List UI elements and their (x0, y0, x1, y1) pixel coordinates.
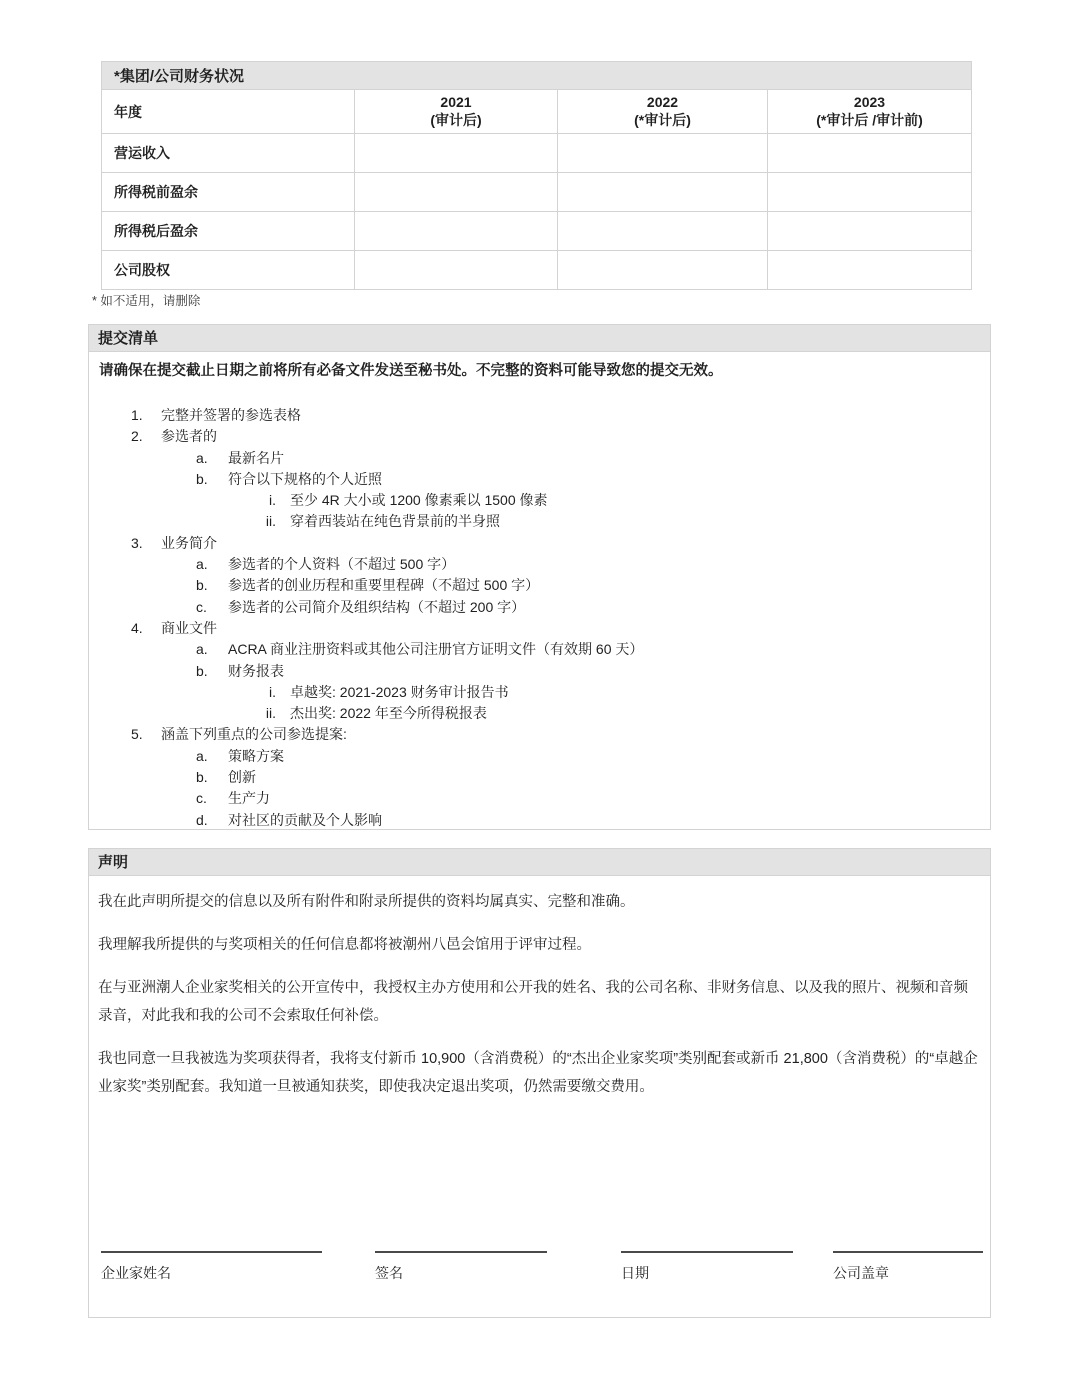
checklist-item (99, 661, 980, 682)
checklist-item-text: 对社区的贡献及个人影响 (228, 811, 382, 828)
checklist-item (99, 639, 980, 660)
checklist-item-text: 符合以下规格的个人近照 (228, 470, 382, 487)
list-marker: a. (196, 747, 208, 764)
checklist-item-text: 参选者的创业历程和重要里程碑（不超过 500 字） (228, 577, 540, 594)
list-marker: b. (196, 470, 208, 487)
year-2023-note: (*审计后 /审计前) (816, 111, 923, 128)
list-marker: d. (196, 811, 208, 828)
financial-input-cell[interactable] (558, 251, 768, 290)
checklist-item (99, 788, 980, 809)
financial-table-title: *集团/公司财务状况 (102, 62, 972, 90)
list-marker: i. (269, 683, 276, 700)
checklist-item-text: 创新 (228, 769, 256, 786)
checklist-item (99, 746, 980, 767)
list-marker: 1. (131, 407, 143, 423)
declaration-paragraph: 我也同意一旦我被选为奖项获得者，我将支付新币 10,900（含消费税）的“杰出企业家奖项”类别配套或新币 21,800（含消费税）的“卓越企业家奖”类别配套。我知道一旦被通知获奖，即使我决定退出奖项，仍然需要缴交费用。 (98, 1051, 978, 1095)
checklist-item (99, 575, 980, 596)
financial-input-cell[interactable] (558, 212, 768, 251)
submission-checklist-section (88, 324, 991, 830)
checklist-item (99, 490, 980, 511)
signature-row (89, 1251, 990, 1297)
signature-label: 企业家姓名 (101, 1265, 171, 1281)
table-row (102, 134, 972, 173)
declaration-paragraph: 在与亚洲潮人企业家奖相关的公开宣传中，我授权主办方使用和公开我的姓名、我的公司名称、非财务信息、以及我的照片、视频和音频录音，对此我和我的公司不会索取任何补偿。 (98, 980, 968, 1024)
checklist-item (99, 682, 980, 703)
year-2022: 2022 (646, 93, 679, 110)
checklist-section-title: 提交清单 (89, 325, 990, 352)
list-marker: a. (196, 556, 208, 573)
checklist-item (99, 533, 980, 554)
signature-label: 公司盖章 (833, 1265, 889, 1281)
declaration-content (89, 876, 990, 1101)
checklist-item-text: 穿着西装站在纯色背景前的半身照 (290, 513, 500, 530)
year-2023: 2023 (853, 93, 886, 110)
financial-input-cell[interactable] (768, 173, 972, 212)
financial-input-cell[interactable] (355, 134, 558, 173)
checklist-item (99, 405, 980, 426)
checklist-item (99, 618, 980, 639)
financial-status-table (101, 61, 972, 290)
signature-field-date[interactable] (621, 1251, 793, 1283)
list-marker: ii. (265, 513, 276, 530)
declaration-paragraph: 我在此声明所提交的信息以及所有附件和附录所提供的资料均属真实、完整和准确。 (98, 894, 635, 910)
signature-label: 日期 (621, 1265, 649, 1281)
checklist-item (99, 469, 980, 490)
column-header-2023 (768, 90, 972, 134)
row-label-profit-after-tax: 所得税后盈余 (102, 212, 355, 251)
year-2021: 2021 (440, 93, 472, 110)
list-marker: b. (196, 769, 208, 786)
column-header-2021 (355, 90, 558, 134)
list-marker: 2. (131, 428, 143, 445)
declaration-paragraph: 我理解我所提供的与奖项相关的任何信息都将被潮州八邑会馆用于评审过程。 (98, 937, 591, 953)
row-label-company-equity: 公司股权 (102, 251, 355, 290)
signature-field-signature[interactable] (375, 1251, 547, 1283)
year-2021-note: (审计后) (430, 111, 482, 128)
row-label-profit-before-tax: 所得税前盈余 (102, 173, 355, 212)
checklist-item (99, 597, 980, 618)
checklist-item-text: 卓越奖: 2021-2023 财务审计报告书 (290, 683, 509, 700)
checklist-item-text: 商业文件 (161, 619, 217, 636)
table-row (102, 173, 972, 212)
table-row (102, 212, 972, 251)
list-marker: b. (196, 662, 208, 679)
checklist-item-text: 业务简介 (161, 534, 217, 551)
declaration-section-title: 声明 (89, 849, 990, 876)
checklist-item-text: 杰出奖: 2022 年至今所得税报表 (290, 705, 487, 722)
checklist-item (99, 554, 980, 575)
financial-input-cell[interactable] (768, 134, 972, 173)
checklist-content (89, 352, 990, 830)
signature-field-company-stamp[interactable] (833, 1251, 983, 1283)
checklist-item (99, 511, 980, 532)
checklist-item (99, 703, 980, 724)
list-marker: 3. (131, 534, 143, 551)
list-marker: ii. (265, 705, 276, 722)
checklist-item (99, 767, 980, 788)
financial-input-cell[interactable] (768, 212, 972, 251)
list-marker: 5. (131, 726, 143, 743)
checklist-item-text: 参选者的 (161, 428, 217, 445)
checklist-item-text: 生产力 (228, 790, 270, 807)
table-row (102, 251, 972, 290)
checklist-item-text: ACRA 商业注册资料或其他公司注册官方证明文件（有效期 60 天） (228, 641, 644, 658)
financial-input-cell[interactable] (768, 251, 972, 290)
list-marker: 4. (131, 619, 143, 636)
financial-input-cell[interactable] (355, 251, 558, 290)
checklist-item-text: 最新名片 (228, 449, 284, 466)
checklist-list (99, 405, 980, 830)
list-marker: i. (269, 492, 276, 509)
checklist-item-text: 涵盖下列重点的公司参选提案: (161, 726, 347, 743)
checklist-item (99, 810, 980, 830)
checklist-item-text: 策略方案 (228, 747, 284, 764)
list-marker: a. (196, 641, 208, 658)
year-2022-note: (*审计后) (634, 111, 691, 128)
signature-field-entrepreneur-name[interactable] (101, 1251, 322, 1283)
signature-label: 签名 (375, 1265, 403, 1281)
financial-input-cell[interactable] (355, 173, 558, 212)
checklist-item-text: 参选者的公司简介及组织结构（不超过 200 字） (228, 598, 526, 615)
checklist-item-text: 至少 4R 大小或 1200 像素乘以 1500 像素 (290, 492, 548, 509)
list-marker: b. (196, 577, 208, 594)
checklist-item-text: 财务报表 (228, 662, 284, 679)
financial-input-cell[interactable] (558, 134, 768, 173)
declaration-section (88, 848, 991, 1318)
financial-input-cell[interactable] (355, 212, 558, 251)
table-footnote: * 如不适用，请删除 (92, 294, 201, 308)
financial-input-cell[interactable] (558, 173, 768, 212)
year-column-label: 年度 (102, 90, 355, 134)
list-marker: c. (196, 598, 207, 615)
row-label-operating-revenue: 营运收入 (102, 134, 355, 173)
checklist-item (99, 724, 980, 745)
checklist-item-text: 完整并签署的参选表格 (161, 407, 301, 423)
checklist-intro: 请确保在提交截止日期之前将所有必备文件发送至秘书处。不完整的资料可能导致您的提交无效。 (99, 363, 723, 379)
checklist-item-text: 参选者的个人资料（不超过 500 字） (228, 556, 456, 573)
list-marker: a. (196, 449, 208, 466)
column-header-2022 (558, 90, 768, 134)
list-marker: c. (196, 790, 207, 807)
checklist-item (99, 426, 980, 447)
checklist-item (99, 448, 980, 469)
